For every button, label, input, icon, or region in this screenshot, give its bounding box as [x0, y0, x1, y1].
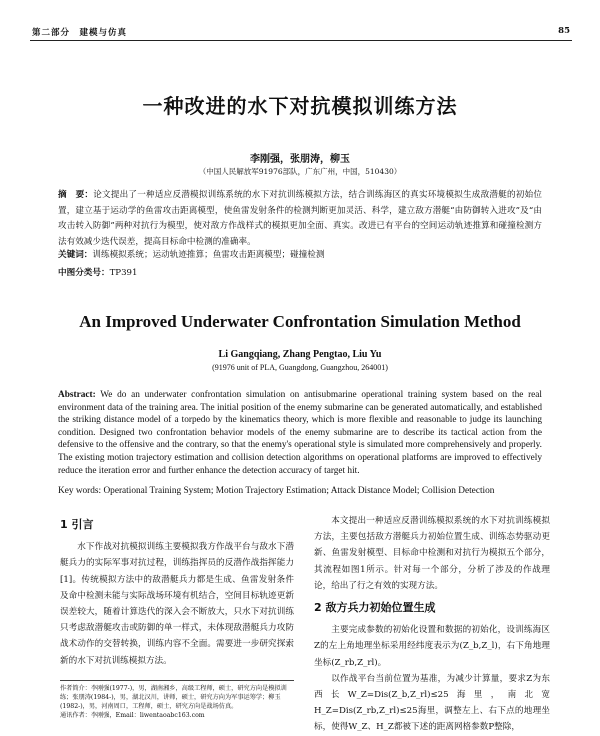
abstract-label-cn: 摘 要： — [58, 190, 94, 200]
footnotes — [60, 680, 294, 720]
abstract-text-cn: 论文提出了一种适应反潜模拟训练系统的水下对抗训练模拟方法，结合训练海区的真实环境模拟生成敌潜艇的初始位置，建立基于运动学的鱼雷攻击距离模型，使鱼雷发射条件的检测判断更加灵活、科学，建立敌方潜艇“由防御转入进攻”及“由攻击转入防御”两种对抗行为模型，使对敌方作战样式的模拟更加全面、真实。改进已有平台的空间运动轨迹推算和碰撞检测方法有效减少迭代误差，提高目标命中检测的准确率。 — [58, 190, 542, 247]
section-2-heading: 2 敌方兵力初始位置生成 — [314, 601, 436, 615]
section-2-paragraph-2: 以作战平台当前位置为基准，为减少计算量，要求Z为东西长W_Z=Dis(Z_b,Z_rl)≤25海里，南北宽H_Z=Dis(Z_rb,Z_rl)≤25海里，调整左上、右下点的地理坐标，使得W_Z、H_Z都被下述的距离网格参数P整除， — [314, 673, 550, 733]
authors-chinese: 李刚强，张朋涛，柳玉 — [250, 154, 350, 165]
intro-continuation: 本文提出一种适应反潜训练模拟系统的水下对抗训练模拟方法，主要包括敌方潜艇兵力初始位置生成、训练态势驱动更新、鱼雷发射模型、目标命中检测和对抗行为模拟五个部分，其流程如图1所示。针对每一个部分，分析了涉及的作战理论，给出了行之有效的实现方法。 — [314, 516, 550, 591]
right-column — [314, 513, 550, 736]
section-1-paragraph: 水下作战对抗模拟训练主要模拟我方作战平台与敌水下潜艇兵力的实际军事对抗过程，训练指挥员的反潜作战指挥能力[1]。传统模拟方法中的敌潜艇兵力都是生成、鱼雷发射条件及命中检测未能与实际战场环境有机结合，空间目标轨迹更新误差较大，随着计算迭代的深入会不断放大，只水下对抗训练只考虑敌潜艇攻击或防御的单一样式，未体现敌潜艇兵力攻防战术动作的交替转换，训练内容不全面。需要进一步研究探索新的水下对抗训练模拟方法。 — [60, 542, 294, 666]
affiliation-english: (91976 unit of PLA, Guangdong, Guangzhou, 264001) — [212, 363, 388, 372]
abstract-text-en: We do an underwater confrontation simulation on antisubmarine operational training system based on the real environment data of the training area. The initial position of the enemy submarine can be generated automatically, and established the striking distance model of a torpedo by the kinematics theory, which is more flexible and reasonable to judge its launching condition. Designed two confrontation behavior models of the enemy submarine are to describe its tactical action from the defensive to the offensive and the contrary, so that the enemy's operational style is simulated more comprehensively and properly. The existing motion trajectory estimation and collision detection algorithms on operational platforms are improved to effectively reduce the iteration error and further enhance the detection accuracy of target hit. — [58, 390, 543, 476]
abstract-label-en: Abstract: — [58, 390, 96, 400]
class-label: 中图分类号： — [58, 268, 110, 278]
title-english: An Improved Underwater Confrontation Simulation Method — [79, 312, 521, 331]
affiliation-chinese: （中国人民解放军91976部队，广东广州，中国，510430） — [198, 167, 402, 176]
section-2-paragraph-1: 主要完成参数的初始化设置和数据的初始化，设训练海区Z的左上角地理坐标采用经纬度表示为(Z_b,Z_l)，右下角地理坐标(Z_rb,Z_rl)。 — [314, 625, 550, 668]
authors-english: Li Gangqiang, Zhang Pengtao, Liu Yu — [218, 349, 382, 360]
classification-number — [58, 266, 542, 278]
keywords-text-cn: 训练模拟系统；运动轨迹推算；鱼雷攻击距离模型；碰撞检测 — [92, 250, 325, 260]
keywords-text-en: Operational Training System; Motion Trajectory Estimation; Attack Distance Model; Collision Detection — [103, 486, 495, 496]
footnote-contact: 通讯作者：李刚强，Email：liwentaoabc163.com — [60, 712, 205, 719]
keywords-label-en: Key words: — [58, 486, 102, 496]
keywords-chinese — [58, 248, 542, 260]
section-1-heading: 1 引言 — [60, 518, 94, 531]
running-header — [30, 26, 572, 41]
page-number: 85 — [558, 26, 570, 36]
header-section: 第二部分 建模与仿真 — [32, 28, 128, 38]
abstract-english — [58, 389, 542, 477]
keywords-label-cn: 关键词： — [58, 250, 93, 260]
keywords-english — [58, 486, 542, 496]
footnote-author-bio: 作者简介：李刚强(1977-)，男，湖南湘乡，高级工程师，硕士，研究方向是模拟训练；张朋涛(1984-)，男，湖北汉川，讲师，硕士，研究方向为军事运筹学；柳玉(1982-)，男，河南周口，工程师，硕士，研究方向是战场仿真。 — [60, 685, 287, 710]
left-column — [60, 513, 294, 669]
abstract-chinese — [58, 188, 542, 250]
title-chinese: 一种改进的水下对抗模拟训练方法 — [142, 94, 458, 118]
class-value: TP391 — [109, 268, 138, 278]
